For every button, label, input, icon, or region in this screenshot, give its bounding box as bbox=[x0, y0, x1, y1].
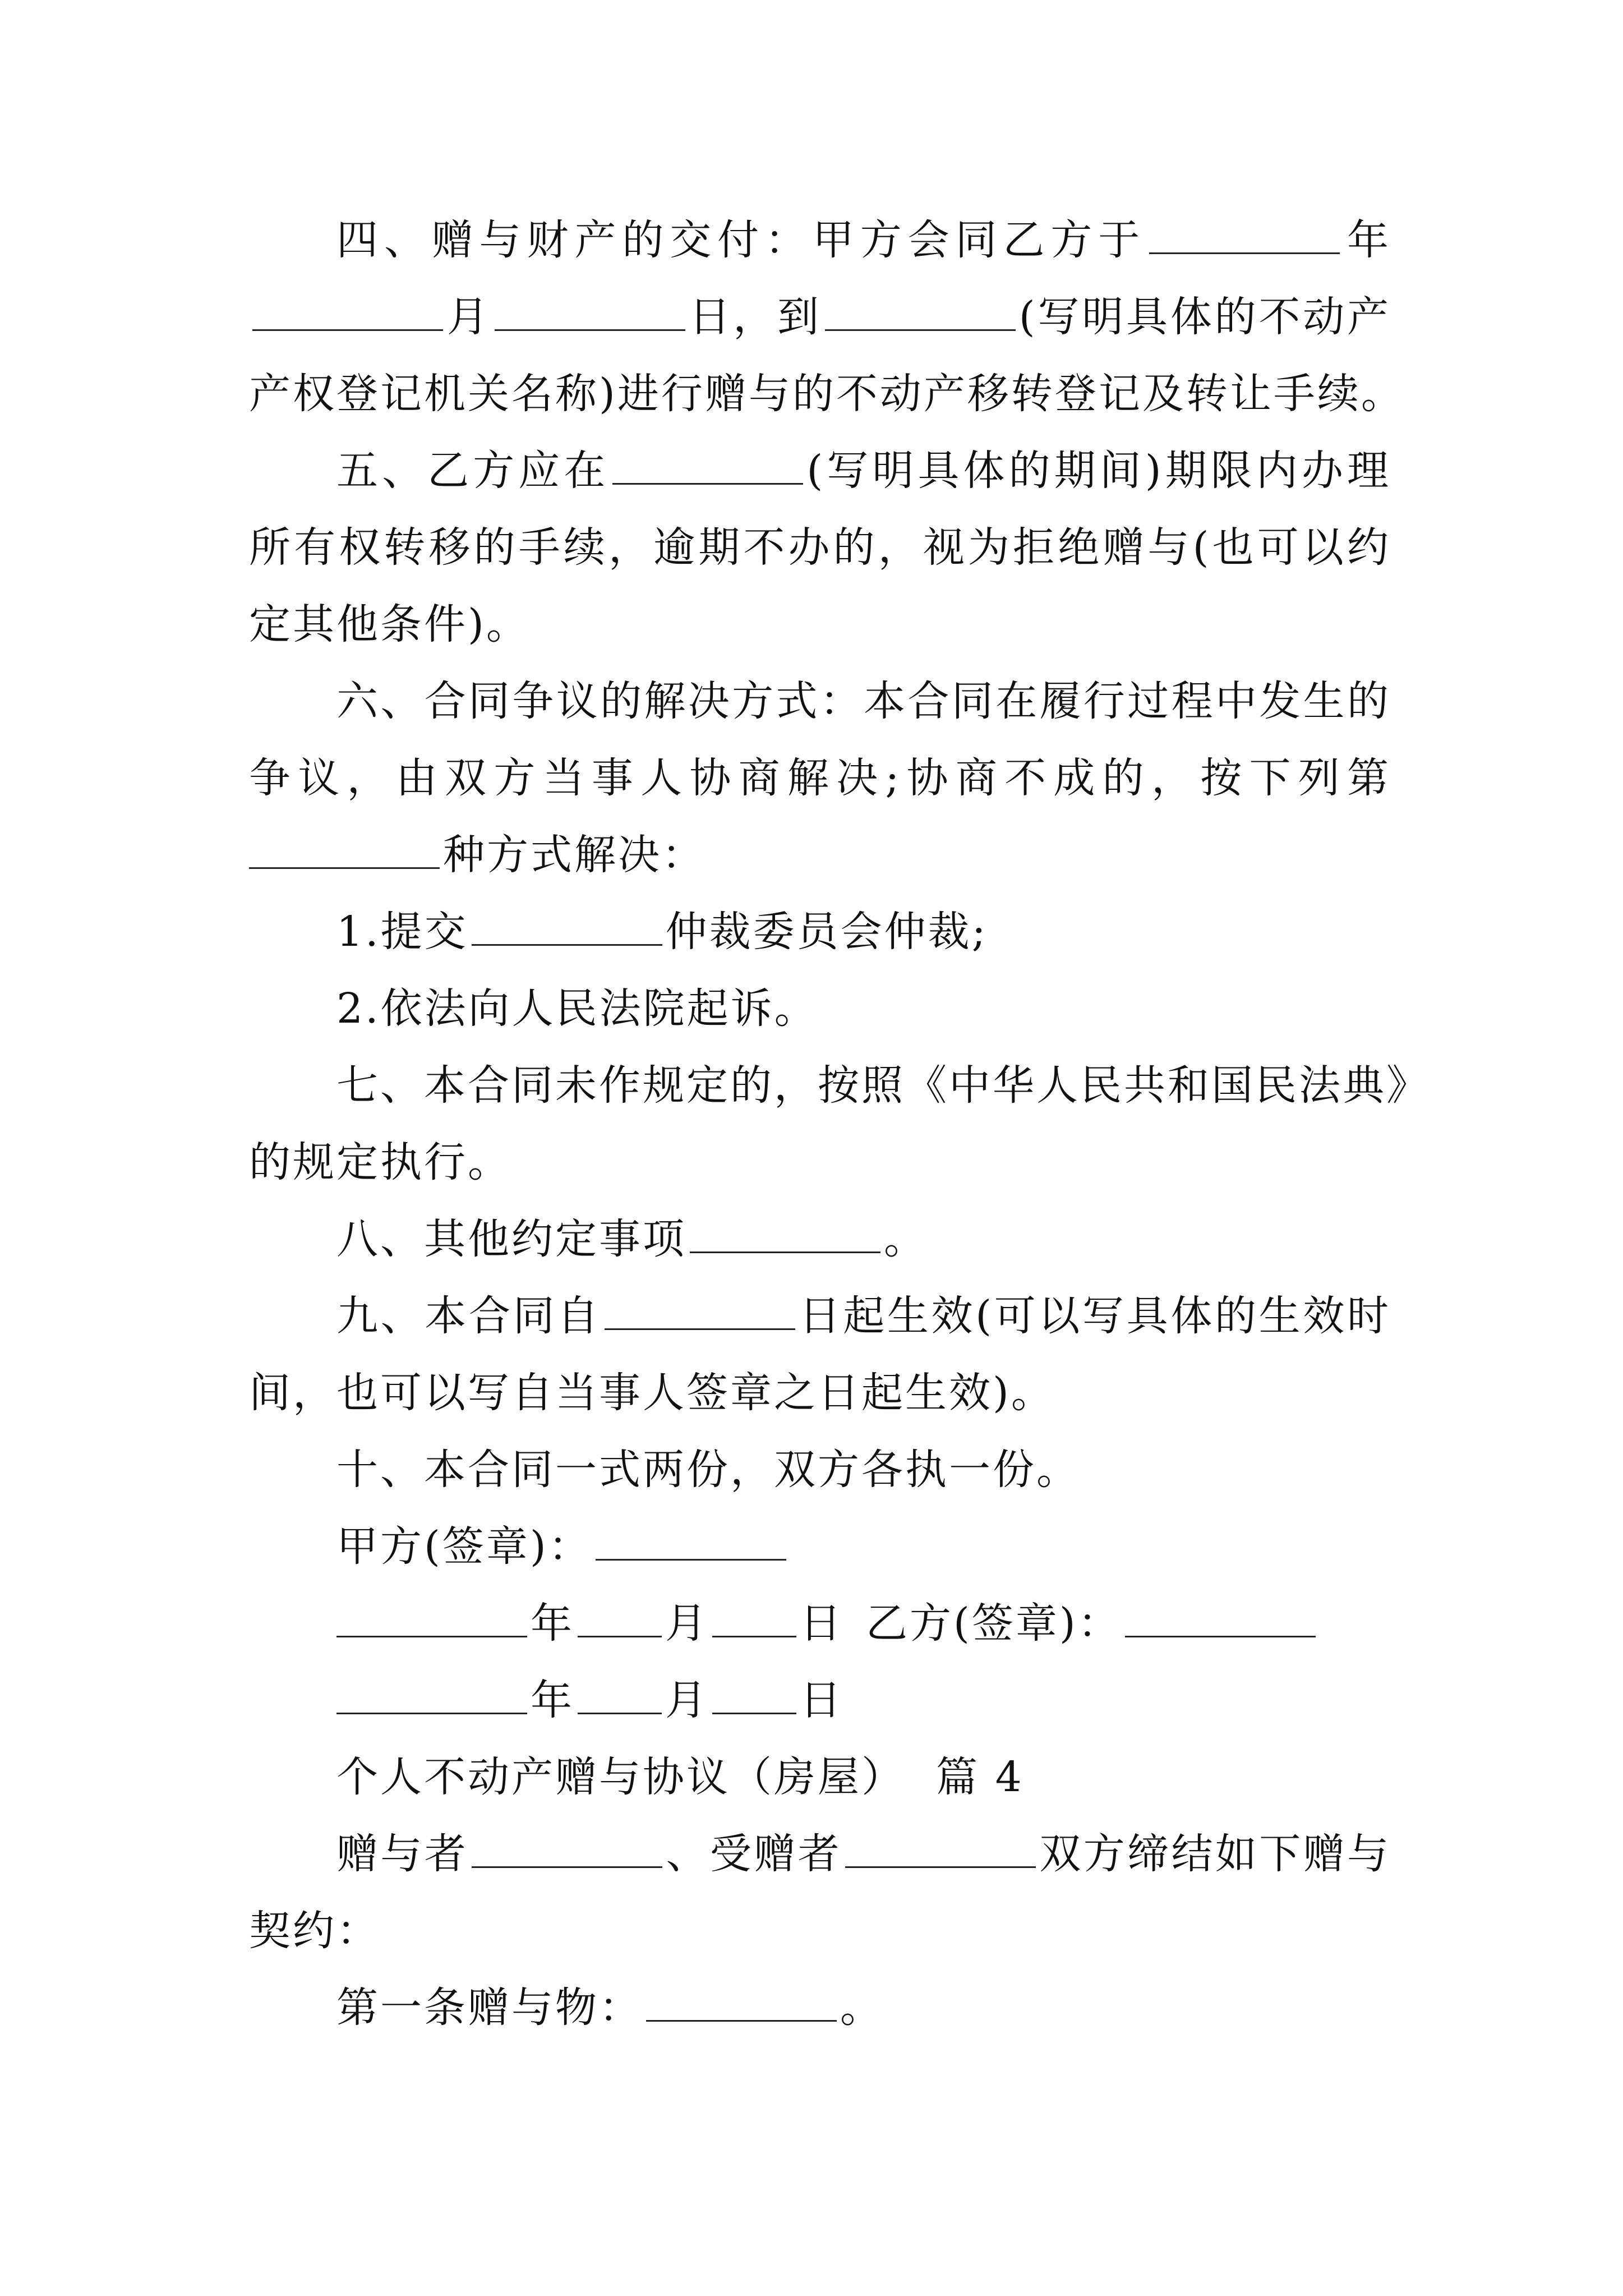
blank-field bbox=[336, 1602, 527, 1637]
clause-5: 五、乙方应在 (写明具体的期间)期限内办理 所有权转移的手续，逾期不办的，视为拒绝赠与(也可以约 定其他条件)。 bbox=[249, 447, 1391, 648]
signature-party-b: 乙方(签章)： bbox=[866, 1599, 1122, 1648]
date-line: 年 月 日 bbox=[249, 1662, 1391, 1739]
blank-field bbox=[252, 295, 443, 331]
section-title: 个人不动产赠与协议（房屋） 篇 4 bbox=[336, 1753, 1024, 1801]
blank-field bbox=[1149, 218, 1340, 254]
clause-4: 四、赠与财产的交付：甲方会同乙方于 年 月 日，到 (写明具体的不动产 产权登记机关名称)进行赠与的不动产移转登记及转让手续。 bbox=[249, 216, 1405, 418]
clause-4-text: 四、赠与财产的交付：甲方会同乙方于 bbox=[336, 216, 1146, 264]
clause-9: 九、本合同自 日起生效(可以写具体的生效时 间，也可以写自当事人签章之日起生效)。 bbox=[249, 1292, 1391, 1417]
blank-field bbox=[612, 449, 803, 485]
option-1: 1.提交 仲裁委员会仲裁; bbox=[336, 908, 988, 956]
blank-field bbox=[845, 1832, 1036, 1868]
blank-field bbox=[249, 833, 440, 869]
intro-paragraph: 赠与者 、受赠者 双方缔结如下赠与 契约： bbox=[249, 1830, 1391, 1955]
option-2: 2.依法向人民法院起诉。 bbox=[336, 984, 818, 1033]
blank-field bbox=[690, 1217, 880, 1253]
blank-field bbox=[596, 1525, 786, 1561]
blank-field bbox=[1125, 1602, 1316, 1637]
article-1: 第一条赠与物： 。 bbox=[336, 1984, 884, 2032]
blank-field bbox=[336, 1678, 527, 1714]
clause-7: 七、本合同未作规定的，按照《中华人民共和国民法典》 的规定执行。 bbox=[249, 1061, 1430, 1186]
blank-field bbox=[712, 1678, 796, 1714]
blank-field bbox=[472, 1832, 662, 1868]
blank-field bbox=[825, 295, 1016, 331]
clause-8: 八、其他约定事项 。 bbox=[336, 1215, 928, 1263]
blank-field bbox=[646, 1986, 837, 2022]
blank-field bbox=[605, 1294, 795, 1330]
document-body bbox=[249, 202, 1430, 2046]
blank-field bbox=[578, 1602, 662, 1637]
blank-field bbox=[472, 910, 662, 946]
signature-party-a: 甲方(签章)： bbox=[249, 1508, 1391, 1585]
clause-6: 六、合同争议的解决方式：本合同在履行过程中发生的 争议，由双方当事人协商解决;协商不成的，按下列第 种方式解决： bbox=[249, 677, 1391, 879]
blank-field bbox=[712, 1602, 796, 1637]
date-line-party-b: 年 月 日 乙方(签章)： bbox=[249, 1585, 1391, 1662]
blank-field bbox=[578, 1678, 662, 1714]
clause-10: 十、本合同一式两份，双方各执一份。 bbox=[336, 1446, 1080, 1494]
blank-field bbox=[495, 295, 685, 331]
